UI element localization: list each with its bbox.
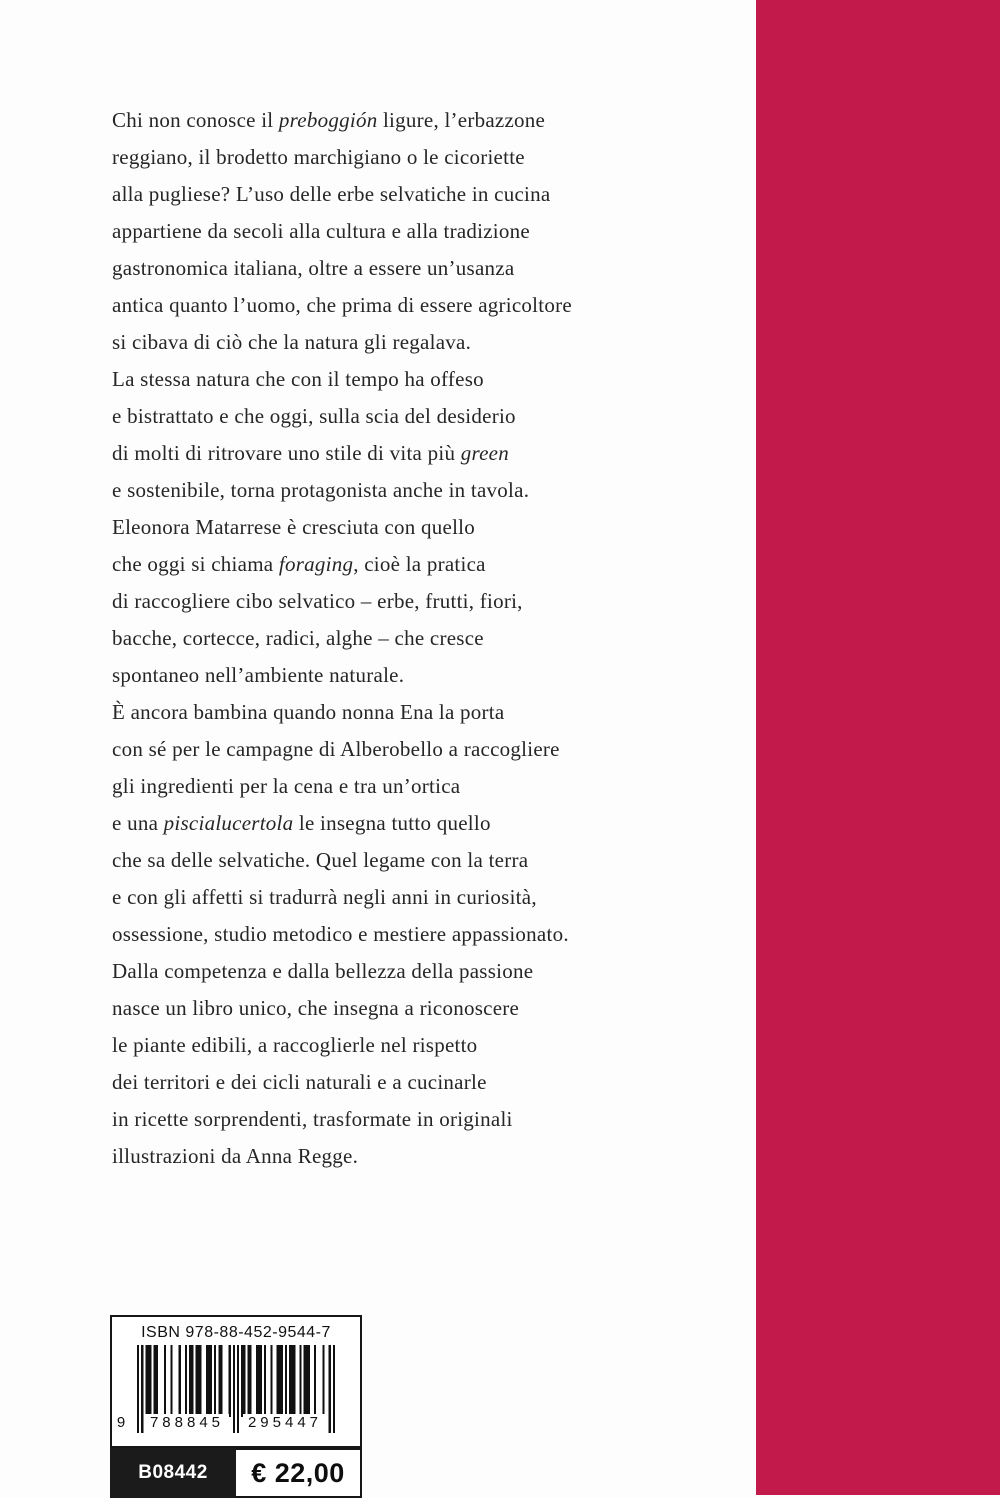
blurb-line: nasce un libro unico, che insegna a riconoscere [112, 996, 520, 1020]
blurb-line: si cibava di ciò che la natura gli regalava. [112, 330, 472, 354]
blurb-line: che oggi si chiama foraging, cioè la pratica [112, 552, 486, 576]
blurb-line: antica quanto l’uomo, che prima di essere agricoltore [112, 293, 572, 317]
barcode-digit-first: 9 [116, 1414, 126, 1431]
blurb-line: di molti di ritrovare uno stile di vita più green [112, 441, 509, 465]
isbn-number-label: ISBN 978-88-452-9544-7 [141, 1324, 331, 1341]
blurb-line: gastronomica italiana, oltre a essere un’usanza [112, 256, 515, 280]
barcode-digits-left: 788845 [145, 1414, 229, 1431]
blurb-line: e bistrattato e che oggi, sulla scia del desiderio [112, 404, 516, 428]
blurb-line: con sé per le campagne di Alberobello a raccogliere [112, 737, 560, 761]
price-row [110, 1448, 362, 1498]
blurb-line: in ricette sorprendenti, trasformate in originali [112, 1107, 513, 1131]
blurb-line: Chi non conosce il preboggión ligure, l’erbazzone [112, 108, 546, 132]
publisher-code-badge: B08442 [110, 1448, 236, 1498]
blurb-line: e sostenibile, torna protagonista anche in tavola. [112, 478, 530, 502]
blurb-line: È ancora bambina quando nonna Ena la porta [112, 700, 505, 724]
blurb-line: gli ingredienti per la cena e tra un’ortica [112, 774, 461, 798]
blurb-line: le piante edibili, a raccoglierle nel rispetto [112, 1033, 478, 1057]
blurb-line: Dalla competenza e dalla bellezza della passione [112, 959, 534, 983]
blurb-line: illustrazioni da Anna Regge. [112, 1144, 359, 1168]
blurb-line: di raccogliere cibo selvatico – erbe, frutti, fiori, [112, 589, 523, 613]
price-label: € 22,00 [236, 1448, 362, 1498]
blurb-line: La stessa natura che con il tempo ha offeso [112, 367, 484, 391]
blurb-line: che sa delle selvatiche. Quel legame con la terra [112, 848, 529, 872]
blurb-line: dei territori e dei cicli naturali e a cucinarle [112, 1070, 487, 1094]
blurb-line: e con gli affetti si tradurrà negli anni in curiosità, [112, 885, 537, 909]
blurb-line: ossessione, studio metodico e mestiere appassionato. [112, 922, 569, 946]
blurb-line: e una piscialucertola le insegna tutto quello [112, 811, 491, 835]
barcode-area [116, 1345, 335, 1433]
blurb-line: alla pugliese? L’uso delle erbe selvatiche in cucina [112, 182, 551, 206]
barcode-digits-right: 295447 [243, 1414, 327, 1431]
blurb-line: bacche, cortecce, radici, alghe – che cresce [112, 626, 484, 650]
isbn-box [110, 1315, 362, 1448]
isbn-barcode-block [110, 1315, 362, 1498]
spine-accent-stripe [756, 0, 1000, 1495]
blurb-line: appartiene da secoli alla cultura e alla tradizione [112, 219, 530, 243]
blurb-line: Eleonora Matarrese è cresciuta con quello [112, 515, 475, 539]
blurb-line: spontaneo nell’ambiente naturale. [112, 663, 405, 687]
back-cover-blurb [112, 102, 732, 1175]
blurb-line: reggiano, il brodetto marchigiano o le cicoriette [112, 145, 525, 169]
